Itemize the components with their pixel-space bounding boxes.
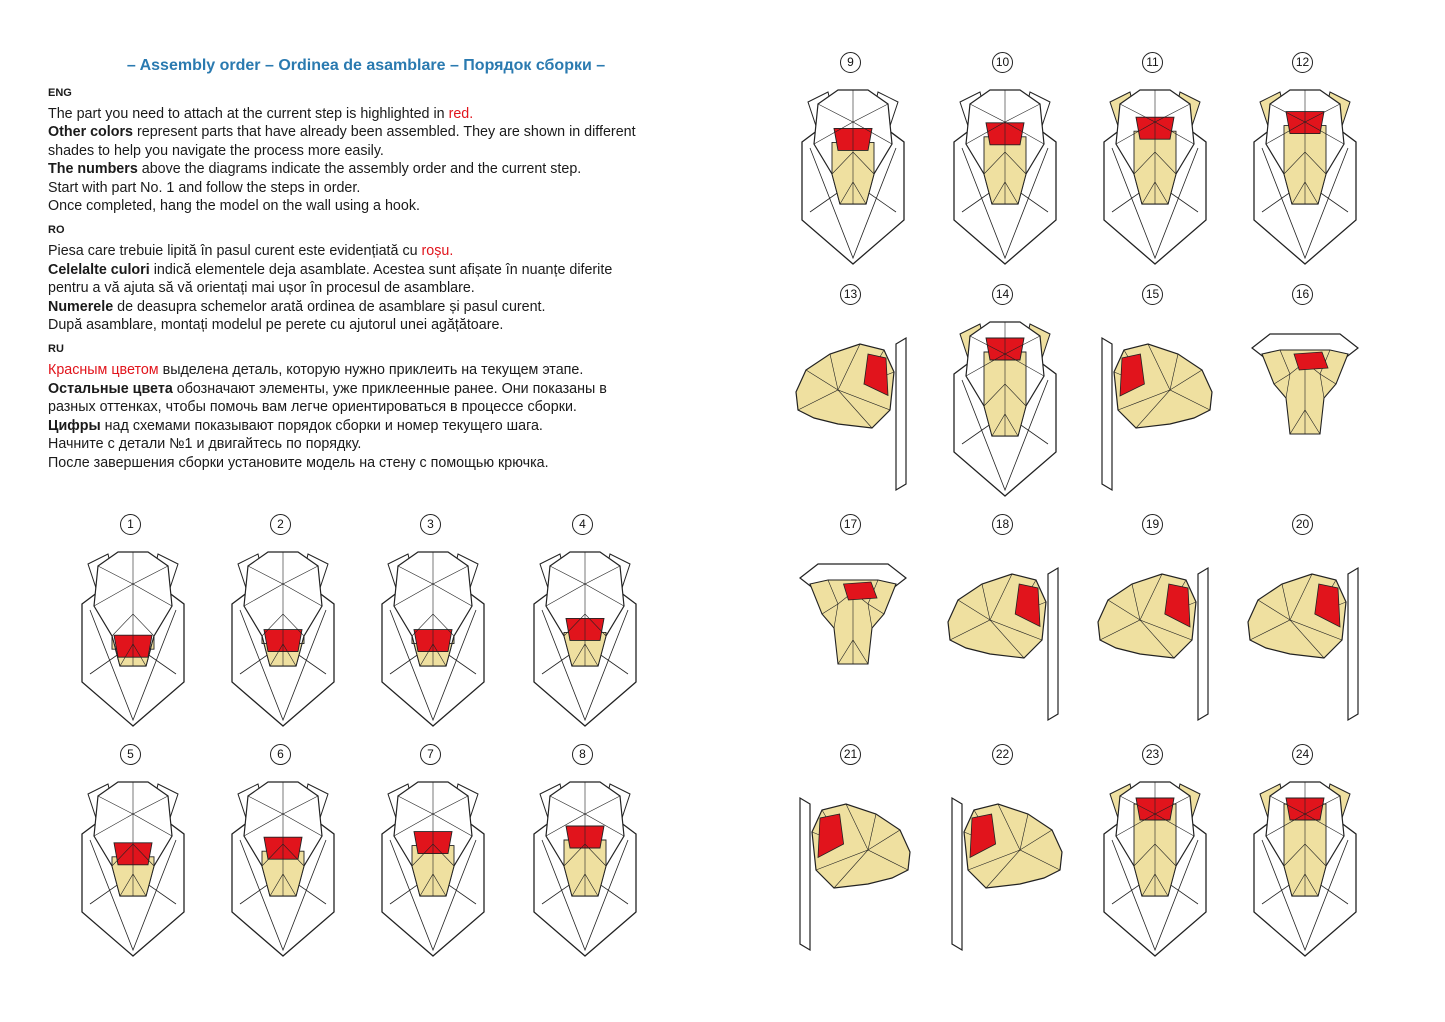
- assembly-step: [940, 514, 1070, 724]
- eng-red-word: red: [448, 106, 470, 122]
- assembly-step: [368, 744, 498, 954]
- ru-line-1-text: выделена деталь, которую нужно приклеить на текущем этапе.: [158, 362, 584, 379]
- lion-head-step-diagram: [1090, 314, 1220, 499]
- lion-head-step-diagram: [1240, 314, 1370, 499]
- instructions-ru: [48, 361, 698, 471]
- ru-line-4: [48, 417, 698, 435]
- step-number: 23: [1142, 744, 1163, 765]
- eng-line-4: [48, 160, 698, 178]
- ro-line-2-text: indică elementele deja asamblate. Acestea sunt afișate în nuanțe diferite: [149, 261, 613, 278]
- ro-line-5: După asamblare, montați modelul pe perete cu ajutorul unei agățătoare.: [48, 317, 504, 334]
- ru-line-4-text: над схемами показывают порядок сборки и номер текущего шага.: [100, 417, 543, 434]
- assembly-step: [788, 52, 918, 262]
- ro-red-word: roșu: [421, 243, 450, 260]
- lion-head-step-diagram: [68, 774, 198, 959]
- eng-line-4-text: above the diagrams indicate the assembly order and the current step.: [137, 161, 582, 178]
- ru-line-2-text: обозначают элементы, уже приклеенные ранее. Они показаны в: [172, 380, 607, 397]
- eng-line-2-text: represent parts that have already been assembled. They are shown in different: [133, 124, 636, 141]
- lion-head-step-diagram: [940, 774, 1070, 959]
- eng-line-6: Once completed, hang the model on the wall using a hook.: [48, 198, 420, 215]
- eng-line-5: Start with part No. 1 and follow the steps in order.: [48, 179, 361, 196]
- step-number: 22: [992, 744, 1013, 765]
- lion-head-step-diagram: [1240, 82, 1370, 267]
- lion-head-step-diagram: [68, 544, 198, 729]
- step-number: 4: [572, 514, 593, 535]
- assembly-step: [68, 744, 198, 954]
- ro-line-4-bold: Numerele: [48, 298, 114, 315]
- instructions: [48, 86, 698, 480]
- lion-head-step-diagram: [940, 544, 1070, 729]
- lion-head-step-diagram: [1240, 544, 1370, 729]
- eng-line-2: [48, 123, 698, 141]
- assembly-step: [788, 514, 918, 724]
- ro-line-2-bold: Celelalte culori: [48, 261, 150, 278]
- assembly-step: [520, 744, 650, 954]
- ru-line-1: [48, 361, 698, 379]
- instructions-eng: [48, 105, 698, 215]
- assembly-step: [1240, 52, 1370, 262]
- ro-line-4: [48, 298, 698, 316]
- ro-red-dot: .: [449, 243, 454, 260]
- assembly-step: [1240, 744, 1370, 954]
- lion-head-step-diagram: [520, 544, 650, 729]
- lion-head-step-diagram: [940, 82, 1070, 267]
- assembly-step: [1090, 514, 1220, 724]
- instructions-ro: [48, 242, 698, 334]
- page-title: – Assembly order – Ordinea de asamblare – Порядок сборки –: [126, 57, 606, 74]
- step-number: 6: [270, 744, 291, 765]
- lion-head-step-diagram: [520, 774, 650, 959]
- step-number: 8: [572, 744, 593, 765]
- assembly-step: [788, 284, 918, 494]
- lion-head-step-diagram: [218, 774, 348, 959]
- lang-label-ro: RO: [48, 224, 65, 237]
- ru-line-2-bold: Остальные цвета: [48, 380, 173, 397]
- step-number: 17: [840, 514, 861, 535]
- lion-head-step-diagram: [218, 544, 348, 729]
- ru-line-2: [48, 380, 698, 398]
- step-number: 13: [840, 284, 861, 305]
- assembly-step: [1240, 284, 1370, 494]
- assembly-step: [520, 514, 650, 724]
- step-number: 2: [270, 514, 291, 535]
- lion-head-step-diagram: [1090, 774, 1220, 959]
- lion-head-step-diagram: [368, 774, 498, 959]
- step-number: 24: [1292, 744, 1313, 765]
- step-number: 21: [840, 744, 861, 765]
- assembly-step: [368, 514, 498, 724]
- ro-line-2: [48, 261, 698, 279]
- lang-label-eng: ENG: [48, 87, 72, 99]
- eng-line-1: [48, 105, 698, 123]
- step-number: 14: [992, 284, 1013, 305]
- eng-line-3: shades to help you navigate the process more easily.: [48, 142, 384, 159]
- lion-head-step-diagram: [1090, 82, 1220, 267]
- assembly-step: [218, 744, 348, 954]
- lion-head-step-diagram: [940, 314, 1070, 499]
- ru-line-3: разных оттенках, чтобы помочь вам легче ориентироваться в процессе сборки.: [48, 399, 577, 416]
- ro-line-3: pentru a vă ajuta să vă orientați mai ușor în procesul de asamblare.: [48, 280, 475, 297]
- step-number: 18: [992, 514, 1013, 535]
- ro-line-1: [48, 242, 698, 260]
- step-number: 11: [1142, 52, 1163, 73]
- step-number: 20: [1292, 514, 1313, 535]
- step-number: 10: [992, 52, 1013, 73]
- step-number: 5: [120, 744, 141, 765]
- eng-line-1-text: The part you need to attach at the current step is highlighted in: [48, 106, 449, 122]
- step-number: 3: [420, 514, 441, 535]
- assembly-step: [218, 514, 348, 724]
- ru-line-5: Начните с детали №1 и двигайтесь по порядку.: [48, 436, 362, 453]
- step-number: 1: [120, 514, 141, 535]
- ru-red-words: Красным цветом: [48, 362, 159, 379]
- step-number: 7: [420, 744, 441, 765]
- ro-line-4-text: de deasupra schemelor arată ordinea de asamblare și pasul curent.: [113, 298, 546, 315]
- assembly-step: [68, 514, 198, 724]
- lion-head-step-diagram: [1090, 544, 1220, 729]
- assembly-step: [1090, 284, 1220, 494]
- eng-line-2-bold: Other colors: [48, 124, 134, 141]
- ru-line-6: После завершения сборки установите модель на стену с помощью крючка.: [48, 454, 549, 471]
- assembly-step: [940, 284, 1070, 494]
- assembly-step: [1090, 744, 1220, 954]
- step-number: 9: [840, 52, 861, 73]
- step-number: 12: [1292, 52, 1313, 73]
- step-number: 16: [1292, 284, 1313, 305]
- lion-head-step-diagram: [788, 774, 918, 959]
- ro-line-1-text: Piesa care trebuie lipită în pasul curent este evidențiată cu: [48, 243, 422, 260]
- ru-line-4-bold: Цифры: [48, 417, 101, 434]
- lion-head-step-diagram: [788, 82, 918, 267]
- step-number: 15: [1142, 284, 1163, 305]
- step-number: 19: [1142, 514, 1163, 535]
- eng-red-dot: .: [469, 106, 474, 122]
- assembly-step: [1090, 52, 1220, 262]
- assembly-step: [940, 52, 1070, 262]
- assembly-step: [788, 744, 918, 954]
- assembly-step: [1240, 514, 1370, 724]
- lion-head-step-diagram: [788, 544, 918, 729]
- lang-label-ru: RU: [48, 343, 64, 356]
- eng-line-4-bold: The numbers: [48, 161, 138, 178]
- lion-head-step-diagram: [368, 544, 498, 729]
- assembly-step: [940, 744, 1070, 954]
- lion-head-step-diagram: [1240, 774, 1370, 959]
- lion-head-step-diagram: [788, 314, 918, 499]
